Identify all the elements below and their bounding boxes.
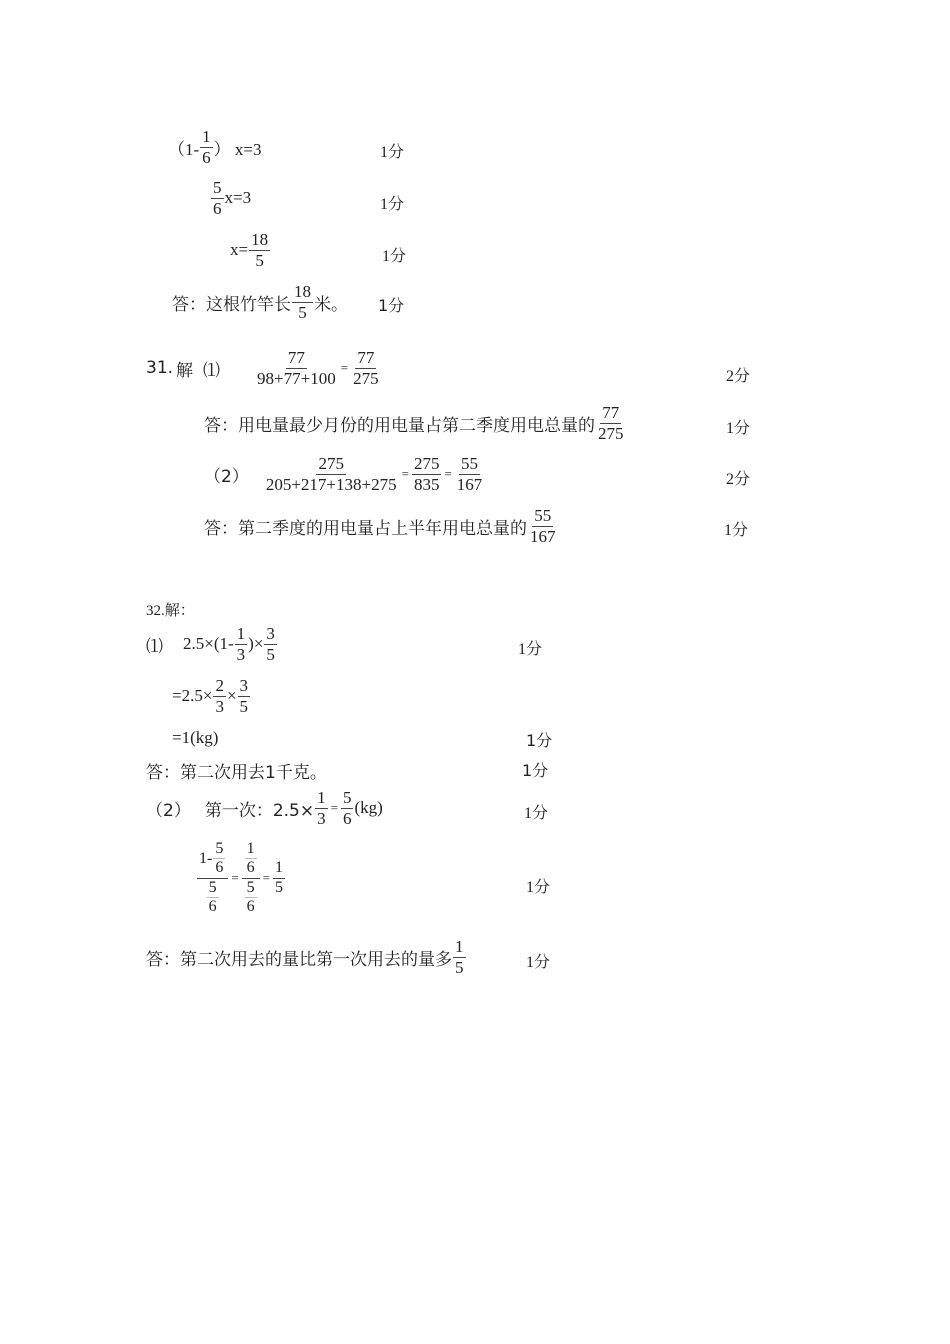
q30-step2-rest: x=3 [224,188,252,208]
denominator: 98+77+100 [257,368,336,388]
numerator: 1 [236,624,246,643]
expr-text: 2.5×(1- [183,634,234,654]
q30-step2 [210,178,251,218]
q31-answer2 [204,506,559,546]
q30-step3-pre: x= [230,240,249,260]
denominator: 5 [275,878,284,896]
answer-text: 答：这根竹竿长 [172,294,291,315]
numerator: 5 [213,840,225,859]
part-label: ⑴ [146,636,163,656]
denominator: 275 [353,368,379,388]
denominator: 5 [298,302,307,322]
answer-text: 答：第二季度的用电量占上半年用电总量的 [204,518,527,539]
score: 1分 [724,522,749,539]
fraction [453,937,466,977]
denominator: 5 [255,250,264,270]
denominator: 3 [215,696,224,716]
fraction [245,879,257,917]
denominator: 6 [246,859,255,877]
expr-text: )× [248,634,264,654]
score: 1分 [380,196,405,213]
denominator: 167 [530,526,556,546]
answer-text: 答：第二次用去的量比第一次用去的量多 [146,949,452,970]
score: 1分 [378,296,405,315]
answer-text-end: 米。 [314,294,348,315]
fraction [200,127,213,167]
fraction [213,676,226,716]
expr-text: 第一次：2.5× [204,800,315,821]
numerator: 275 [413,454,440,473]
numerator: 1 [317,788,326,807]
fraction [255,348,338,388]
denominator: 3 [317,808,326,828]
denominator: 5 [266,644,275,664]
denominator [204,879,222,917]
equals: = [262,870,271,886]
numerator: 55 [461,454,479,473]
score: 1分 [382,248,407,265]
fraction [264,454,399,494]
denominator: 167 [456,474,483,494]
fraction [351,348,381,388]
q30-step1 [168,127,262,167]
q30-answer [172,282,348,322]
numerator: 3 [239,676,249,695]
fraction [315,788,328,828]
answer-text: 答：用电量最少月份的用电量占第二季度用电总量的 [204,415,595,436]
numerator: 275 [318,454,344,473]
expr-text: =2.5× [172,686,213,706]
expr-text: × [226,686,237,706]
score: 2分 [726,471,751,488]
numerator: 2 [215,676,224,695]
numerator: 1 [245,840,257,859]
q32-line5 [196,840,286,917]
q31-answer1 [204,403,627,443]
complex-fraction [242,840,260,917]
equals: = [330,800,338,816]
denominator: 6 [208,898,217,916]
score: 1分 [518,641,543,658]
equals: = [231,870,239,886]
numerator [242,840,260,879]
numerator: 77 [287,348,305,367]
q32-answer2 [146,937,467,977]
q30-step1-open: （1- [168,139,200,159]
numerator: 18 [251,230,269,249]
score: 1分 [380,144,405,161]
q32-label: 32.解： [146,603,195,619]
score: 1分 [526,954,551,971]
numerator: 5 [342,788,352,807]
denominator: 6 [246,898,255,916]
q31-line2 [204,454,485,494]
fraction [245,840,257,878]
score: 1分 [726,420,751,437]
denominator: 835 [413,474,440,494]
fraction [455,454,485,494]
q32-line3: =1(kg) [172,728,219,747]
fraction [341,788,354,828]
denominator: 5 [239,696,249,716]
denominator [242,879,260,917]
score: 1分 [524,805,549,822]
q31-line1 [146,348,382,388]
fraction [211,178,224,218]
q32-line4 [146,788,383,828]
score: 1分 [522,761,549,780]
denominator: 6 [213,198,222,218]
fraction [235,624,248,664]
fraction [273,859,285,897]
fraction [412,454,442,494]
fraction [249,230,270,270]
numerator: 18 [294,282,311,301]
numerator: 77 [357,348,375,367]
q32-line2 [172,676,251,716]
q30-step1-close: ） x=3 [213,139,262,159]
equals: = [340,360,349,376]
fraction [207,879,219,917]
score: 2分 [726,368,751,385]
numerator: 5 [245,879,257,898]
expr-text: 1- [199,849,213,867]
numerator: 1 [273,859,285,878]
denominator: 3 [236,644,246,664]
question-number: 31. [146,358,174,379]
fraction [528,506,558,546]
fraction [292,282,313,322]
denominator: 275 [598,423,624,443]
expr-text: (kg) [354,798,383,818]
denominator: 6 [202,147,211,167]
denominator: 5 [455,957,464,977]
numerator: 3 [266,624,275,643]
numerator: 77 [602,403,620,422]
numerator: 55 [534,506,552,525]
solution-label: 解 [176,360,194,381]
part-label: ⑴ [203,360,221,380]
part-label: （2） [204,466,249,487]
numerator: 5 [207,879,219,898]
q32-answer1: 答：第二次用去1千克。 [146,763,327,783]
fraction [264,624,277,664]
complex-fraction [197,840,228,917]
equals: = [444,466,452,482]
numerator: 5 [213,178,222,197]
fraction [238,676,251,716]
fraction [213,840,225,878]
equals: = [401,466,409,482]
denominator: 6 [342,808,352,828]
numerator [197,840,228,879]
score: 1分 [526,879,551,896]
part-label: （2） [146,800,191,821]
denominator: 6 [215,859,224,877]
denominator: 205+217+138+275 [265,474,397,494]
q32-line1 [146,624,278,664]
score: 1分 [526,731,553,750]
numerator: 1 [202,127,211,146]
numerator: 1 [455,937,464,956]
fraction [596,403,626,443]
q30-step3 [230,230,271,270]
